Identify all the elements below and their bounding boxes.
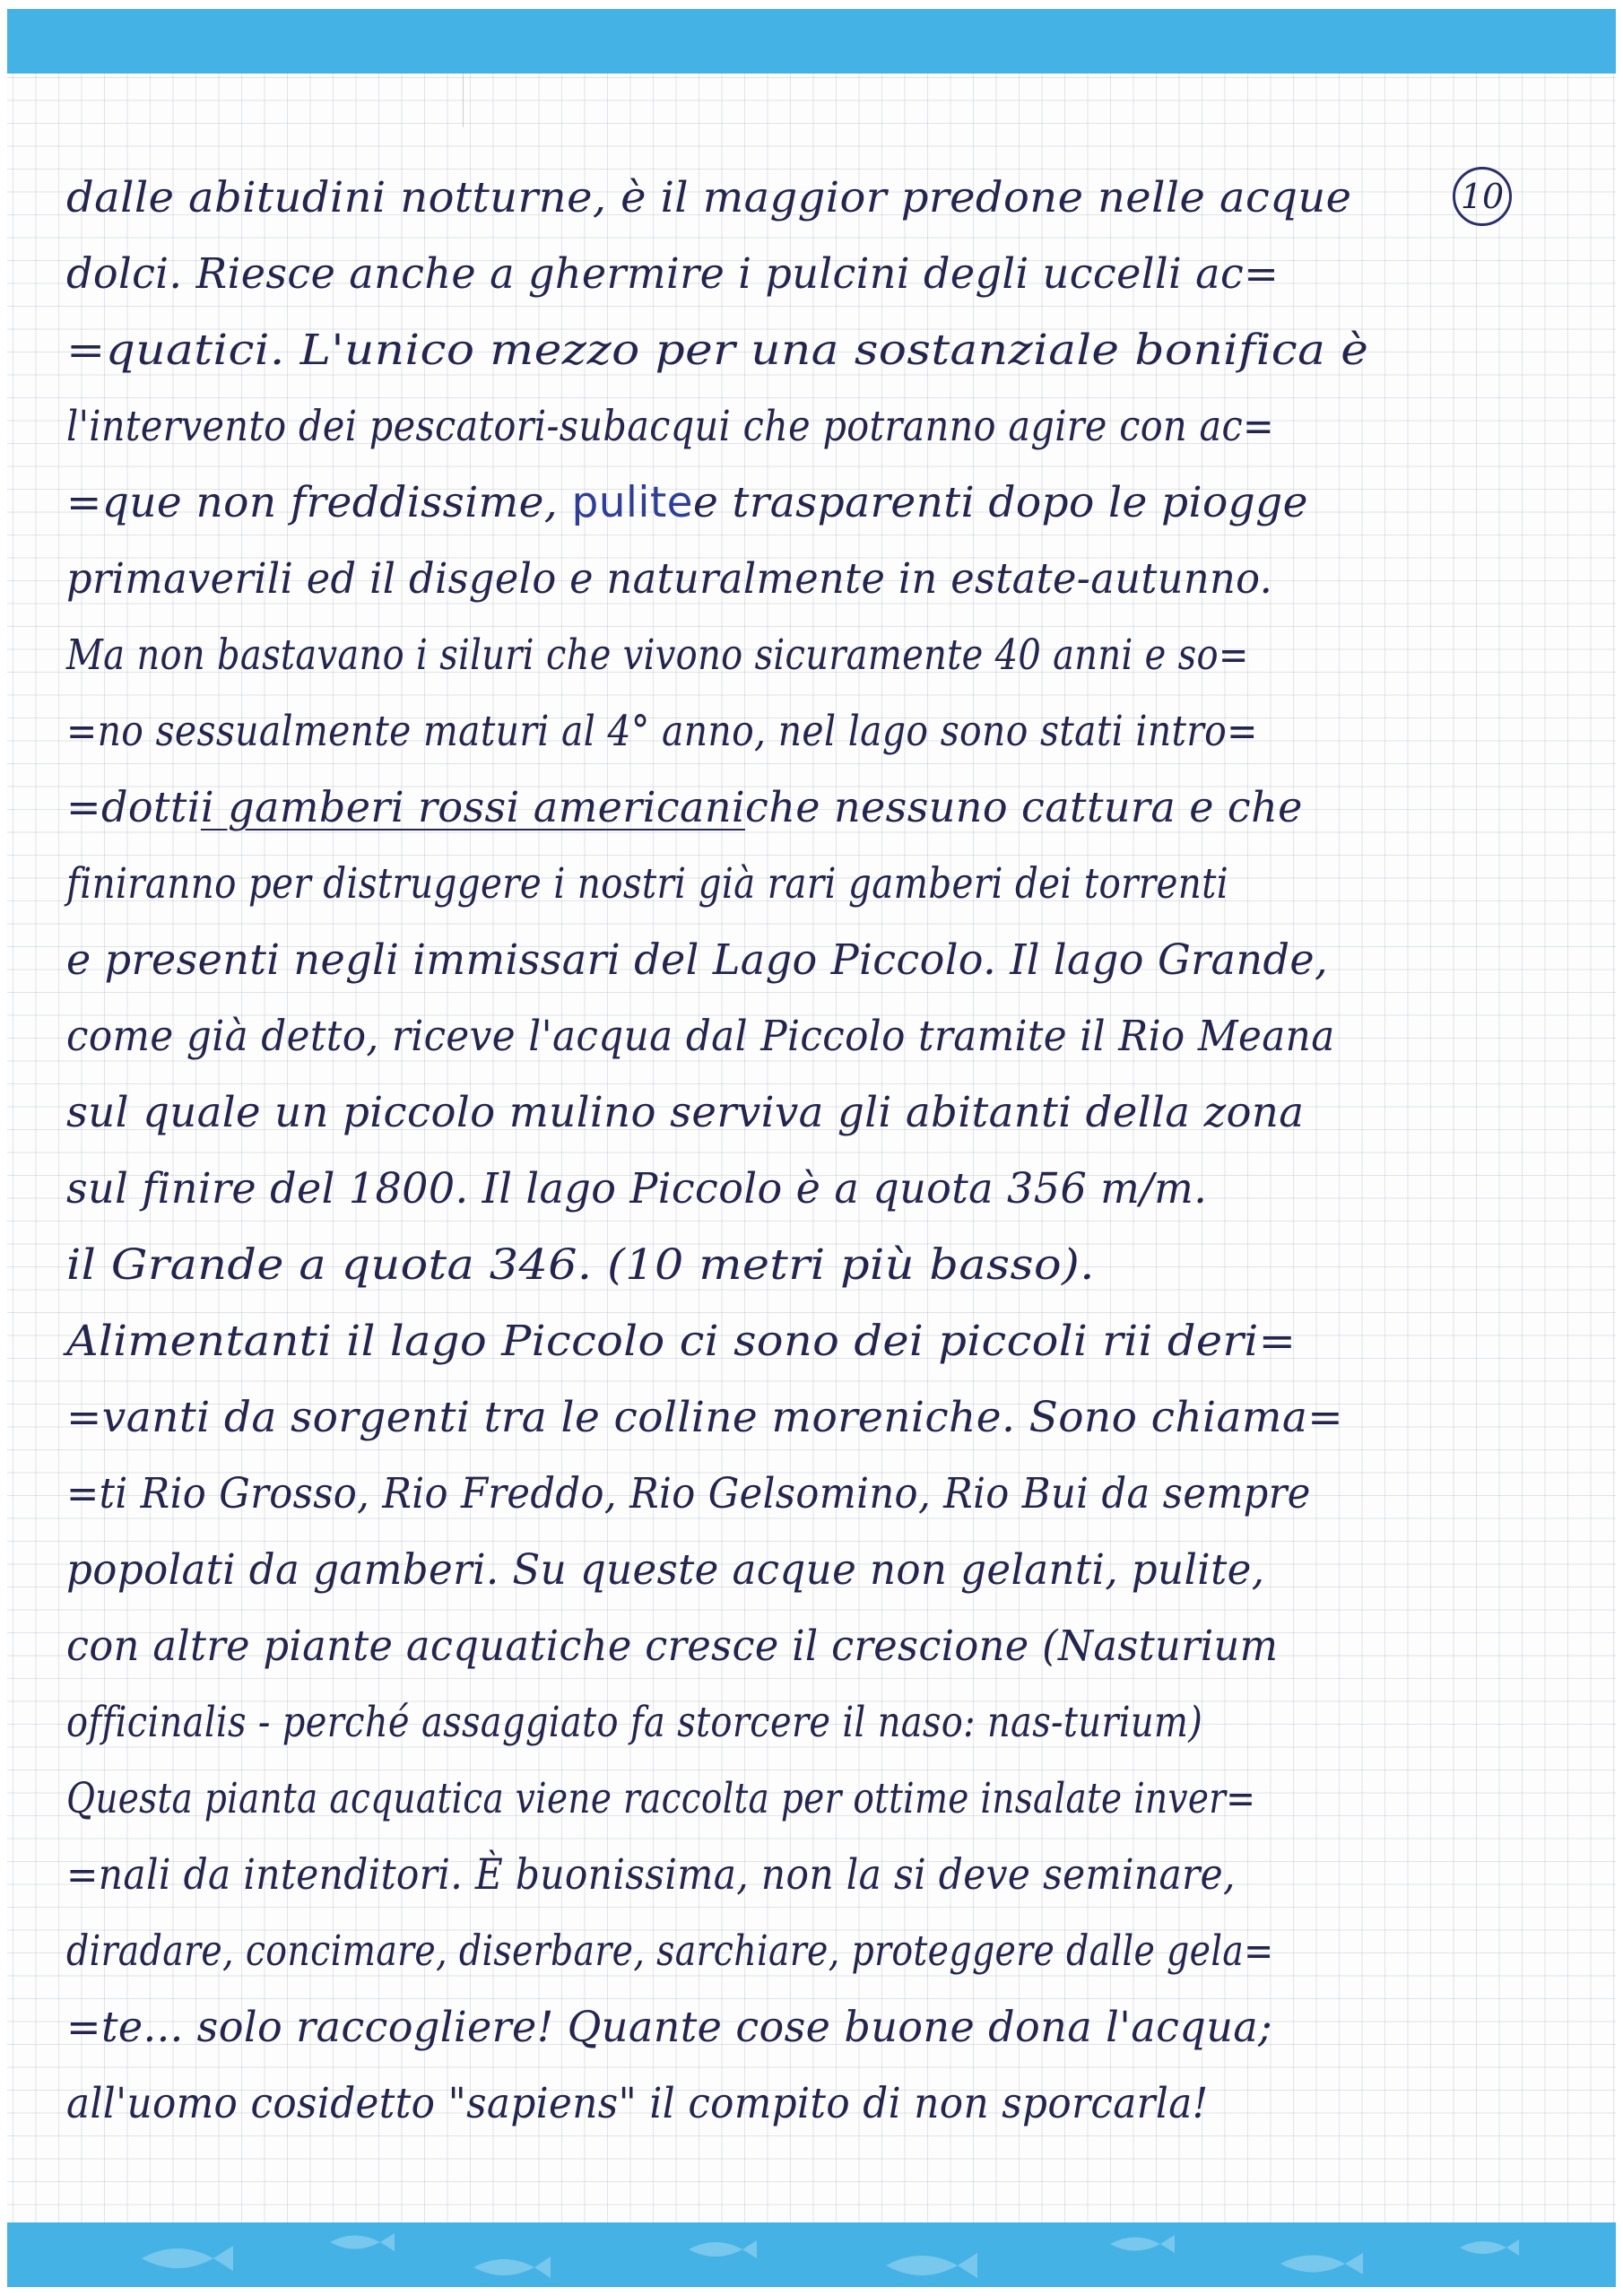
text-line: dalle abitudini notturne, è il maggior predone nelle acque xyxy=(66,173,1352,222)
text-line: =no sessualmente maturi al 4° anno, nel lago sono stati intro= xyxy=(66,707,1258,756)
text-line: Questa pianta acquatica viene raccolta per ottime insalate inver= xyxy=(66,1774,1256,1823)
text-line: primaverili ed il disgelo e naturalmente in estate-autunno. xyxy=(66,554,1273,604)
text-line: sul quale un piccolo mulino serviva gli abitanti della zona xyxy=(66,1088,1305,1137)
text-line: =vanti da sorgenti tra le colline moreniche. Sono chiama= xyxy=(66,1393,1344,1442)
text-line: officinalis - perché assaggiato fa storcere il naso: nas-turium) xyxy=(66,1698,1203,1747)
text-line: =te... solo raccogliere! Quante cose buone dona l'acqua; xyxy=(66,2003,1273,2052)
text-line: =dottii gamberi rossi americaniche nessuno cattura e che xyxy=(66,770,1537,846)
text-line: finiranno per distruggere i nostri già rari gamberi dei torrenti xyxy=(66,859,1229,909)
page-number: 10 xyxy=(1453,167,1512,226)
text-line: sul finire del 1800. Il lago Piccolo è a quota 356 m/m. xyxy=(66,1164,1208,1213)
text-line: come già detto, riceve l'acqua dal Piccolo tramite il Rio Meana xyxy=(66,1012,1335,1061)
text-line: popolati da gamberi. Su queste acque non gelanti, pulite, xyxy=(66,1545,1265,1595)
top-color-band xyxy=(7,9,1616,74)
blue-ink-word: pulite xyxy=(571,478,693,527)
bottom-fish-band xyxy=(7,2222,1616,2287)
text-line: Ma non bastavano i siluri che vivono sicuramente 40 anni e so= xyxy=(66,631,1249,680)
handwritten-text xyxy=(66,160,1537,2142)
text-line: Alimentanti il lago Piccolo ci sono dei piccoli rii deri= xyxy=(66,1317,1297,1366)
text-line: il Grande a quota 346. (10 metri più basso). xyxy=(66,1240,1095,1290)
text-line: all'uomo cosidetto "sapiens" il compito di non sporcarla! xyxy=(66,2079,1209,2128)
text-line: con altre piante acquatiche cresce il crescione (Nasturium xyxy=(66,1622,1279,1671)
text-line: =nali da intenditori. È buonissima, non la si deve seminare, xyxy=(66,1850,1236,1900)
text-line: l'intervento dei pescatori-subacqui che potranno agire con ac= xyxy=(66,402,1275,451)
text-line: =ti Rio Grosso, Rio Freddo, Rio Gelsomino, Rio Bui da sempre xyxy=(66,1469,1311,1518)
text-line: =quatici. L'unico mezzo per una sostanziale bonifica è xyxy=(66,326,1369,375)
underlined-phrase: i gamberi rossi americani xyxy=(200,783,746,832)
fish-pattern-icon xyxy=(7,2222,1616,2287)
text-line: dolci. Riesce anche a ghermire i pulcini degli uccelli ac= xyxy=(66,249,1280,299)
paper-crease xyxy=(463,74,464,127)
text-line: e presenti negli immissari del Lago Piccolo. Il lago Grande, xyxy=(66,935,1329,985)
text-line: =que non freddissime, pulitee trasparenti dopo le piogge xyxy=(66,465,1537,541)
text-line: diradare, concimare, diserbare, sarchiare, proteggere dalle gela= xyxy=(66,1926,1274,1976)
